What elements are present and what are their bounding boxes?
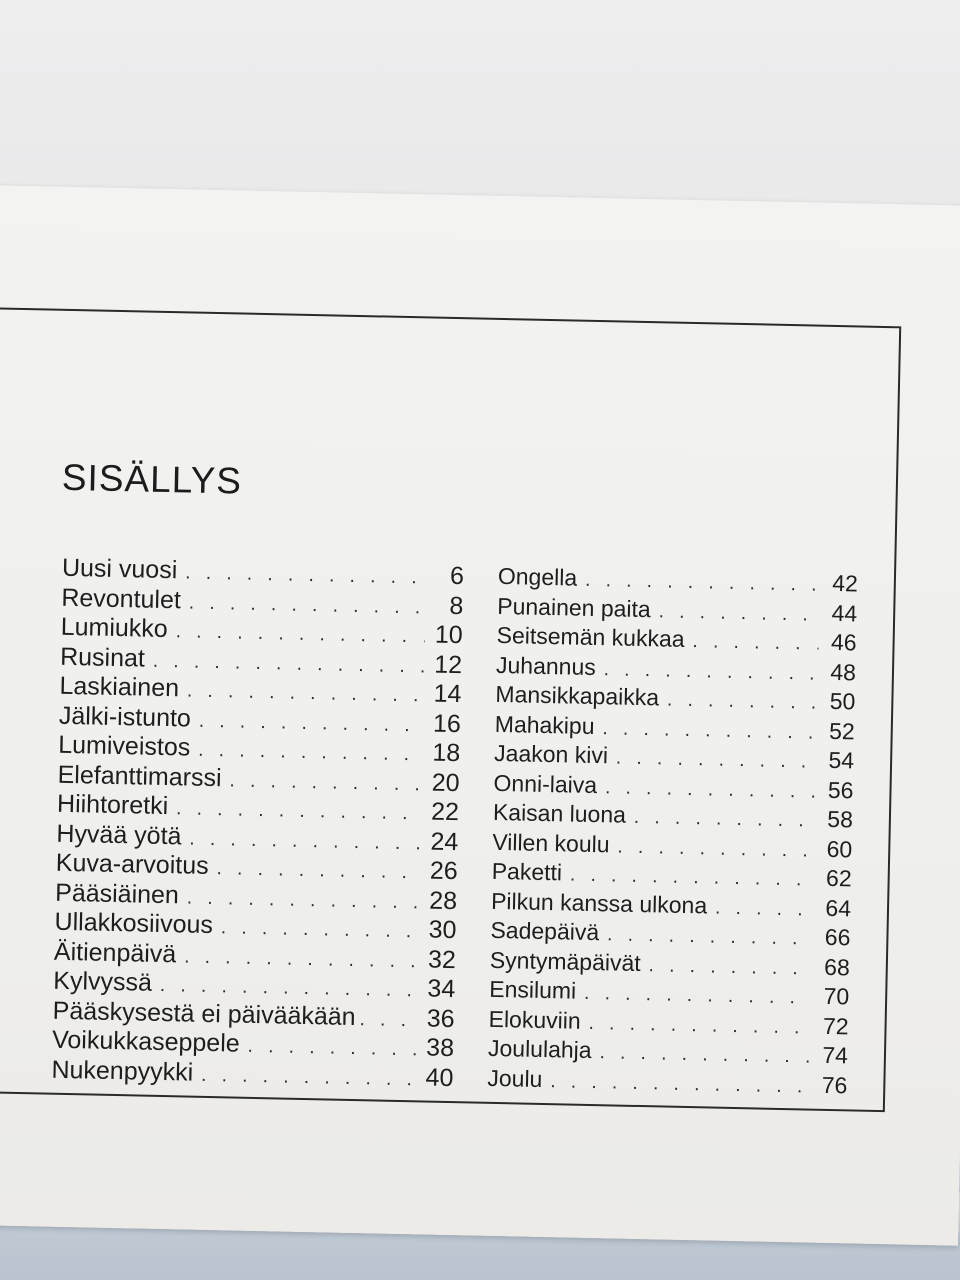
toc-entry-title: Kaisan luona bbox=[492, 798, 627, 828]
toc-entry-title: Pääsiäinen bbox=[54, 878, 180, 909]
toc-entry-title: Hiihtoretki bbox=[56, 789, 169, 821]
toc-leader-dots bbox=[229, 770, 421, 796]
toc-entry-page: 60 bbox=[826, 835, 853, 862]
toc-entry-page: 34 bbox=[427, 974, 456, 1004]
toc-leader-dots bbox=[648, 955, 812, 980]
toc-leader-dots bbox=[550, 1071, 809, 1098]
toc-entry-title: Villen koulu bbox=[492, 828, 610, 857]
toc-leader-dots bbox=[247, 1036, 416, 1062]
toc-leader-dots bbox=[617, 836, 814, 862]
toc-entry-title: Rusinat bbox=[59, 642, 146, 673]
toc-entry-title: Elefanttimarssi bbox=[57, 760, 222, 792]
toc-leader-dots bbox=[221, 917, 419, 943]
toc-entry-title: Laskiainen bbox=[59, 671, 180, 703]
toc-entry-page: 54 bbox=[828, 746, 855, 774]
toc-entry-page: 64 bbox=[825, 894, 852, 921]
toc-entry-page: 36 bbox=[426, 1004, 455, 1033]
toc-entry-title: Sadepäivä bbox=[490, 916, 600, 946]
toc-entry-page: 72 bbox=[822, 1012, 849, 1039]
toc-leader-dots bbox=[216, 858, 420, 884]
toc-entry-title: Nukenpyykki bbox=[51, 1055, 194, 1087]
toc-entry-page: 44 bbox=[831, 599, 858, 626]
toc-entry-page: 22 bbox=[430, 797, 460, 827]
book-page bbox=[0, 185, 960, 1246]
toc-entry-page: 74 bbox=[822, 1041, 849, 1069]
toc-leader-dots bbox=[588, 1012, 810, 1039]
toc-leader-dots bbox=[187, 887, 420, 914]
toc-leader-dots bbox=[570, 865, 814, 892]
page-title: SISÄLLYS bbox=[61, 456, 243, 502]
toc-entry-page: 6 bbox=[449, 561, 465, 591]
toc-entry-page: 12 bbox=[433, 650, 463, 679]
background-sheet bbox=[0, 0, 960, 220]
toc-leader-dots bbox=[187, 680, 424, 707]
toc-entry-page: 56 bbox=[827, 776, 854, 803]
toc-entry-title: Syntymäpäivät bbox=[489, 946, 641, 976]
toc-entry-page: 24 bbox=[430, 827, 459, 856]
toc-entry-title: Juhannus bbox=[495, 651, 597, 680]
toc-leader-dots bbox=[199, 710, 423, 737]
toc-entry-page: 68 bbox=[823, 953, 851, 980]
toc-entry-page: 40 bbox=[425, 1063, 454, 1092]
toc-leader-dots bbox=[634, 807, 815, 833]
toc-entry-title: Paketti bbox=[491, 857, 563, 886]
toc-entry-page: 38 bbox=[425, 1033, 455, 1063]
toc-entry-page: 28 bbox=[429, 886, 458, 915]
toc-leader-dots bbox=[359, 1009, 420, 1032]
toc-leader-dots bbox=[599, 1042, 810, 1068]
toc-entry-page: 14 bbox=[433, 679, 462, 709]
toc-entry-title: Ensilumi bbox=[489, 975, 577, 1004]
toc-entry-title: Revontulet bbox=[61, 583, 182, 614]
toc-leader-dots bbox=[715, 897, 813, 921]
toc-leader-dots bbox=[607, 924, 813, 950]
toc-entry-page: 42 bbox=[831, 569, 859, 597]
toc-leader-dots bbox=[201, 1064, 416, 1090]
toc-entry-page: 8 bbox=[449, 591, 464, 620]
toc-leader-dots bbox=[616, 747, 817, 773]
toc-entry-page: 18 bbox=[432, 738, 461, 768]
toc-entry-title: Elokuviin bbox=[488, 1005, 581, 1034]
toc-leader-dots bbox=[160, 975, 418, 1002]
toc-entry-page: 26 bbox=[429, 856, 459, 886]
toc-entry-title: Kylvyssä bbox=[53, 966, 153, 997]
toc-entry-title: Lumiukko bbox=[60, 612, 169, 644]
toc-entry-title: Pääskysestä ei päivääkään bbox=[52, 996, 356, 1031]
toc-entry-title: Uusi vuosi bbox=[61, 553, 178, 585]
toc-entry-page: 66 bbox=[824, 923, 851, 951]
toc-entry-title: Jaakon kivi bbox=[493, 739, 609, 769]
toc-entry-title: Hyvää yötä bbox=[56, 819, 182, 850]
toc-entry-title: Lumiveistos bbox=[58, 730, 191, 762]
toc-entry-page: 16 bbox=[432, 709, 462, 738]
toc-leader-dots bbox=[184, 946, 418, 973]
toc-entry-title: Pilkun kanssa ulkona bbox=[490, 887, 708, 918]
toc-entry-page: 32 bbox=[427, 945, 457, 974]
toc-entry-page: 52 bbox=[828, 717, 856, 744]
toc-entry-title: Seitsemän kukkaa bbox=[496, 621, 685, 652]
toc-entry-title: Kuva-arvoitus bbox=[55, 848, 209, 880]
toc-entry-title: Joululahja bbox=[487, 1034, 592, 1063]
toc-entry-page: 58 bbox=[827, 805, 854, 833]
toc-entry-page: 76 bbox=[821, 1071, 848, 1098]
toc-entry-title: Joulu bbox=[487, 1064, 543, 1092]
toc-entry-page: 70 bbox=[823, 982, 850, 1010]
toc-entry-title: Voikukkaseppele bbox=[51, 1025, 241, 1058]
toc-entry-title: Mansikkapaikka bbox=[495, 680, 660, 711]
toc-entry-title: Ullakkosiivous bbox=[54, 907, 214, 940]
toc-entry-title: Jälki-istunto bbox=[58, 701, 192, 733]
toc-column-left bbox=[51, 554, 464, 1093]
toc-entry-title: Ongella bbox=[497, 562, 578, 591]
toc-leader-dots bbox=[667, 690, 818, 715]
toc-leader-dots bbox=[585, 570, 820, 597]
toc-entry-title: Mahakipu bbox=[494, 710, 595, 739]
toc-entry-page: 20 bbox=[431, 768, 460, 797]
toc-entry-title: Äitienpäivä bbox=[53, 937, 177, 968]
toc-leader-dots bbox=[602, 718, 817, 744]
toc-leader-dots bbox=[198, 740, 422, 767]
toc-entry-title: Onni-laiva bbox=[493, 769, 598, 798]
toc-entry-title: Punainen paita bbox=[497, 592, 652, 622]
toc-entry-page: 10 bbox=[434, 620, 463, 650]
toc-leader-dots bbox=[185, 562, 426, 589]
toc-leader-dots bbox=[658, 601, 819, 626]
toc-leader-dots bbox=[604, 659, 819, 685]
toc-leader-dots bbox=[189, 828, 420, 855]
toc-leader-dots bbox=[189, 592, 426, 619]
toc-entry-page: 30 bbox=[428, 915, 457, 945]
toc-leader-dots bbox=[605, 777, 816, 803]
toc-leader-dots bbox=[584, 983, 811, 1010]
toc-leader-dots bbox=[176, 798, 421, 825]
toc-leader-dots bbox=[175, 621, 424, 648]
toc-entry-page: 50 bbox=[829, 687, 856, 715]
toc-entry-page: 62 bbox=[825, 864, 852, 892]
toc-leader-dots bbox=[692, 631, 818, 656]
toc-entry-page: 48 bbox=[830, 658, 857, 685]
toc-column-right bbox=[487, 563, 858, 1101]
toc-entry-page: 46 bbox=[830, 628, 857, 656]
